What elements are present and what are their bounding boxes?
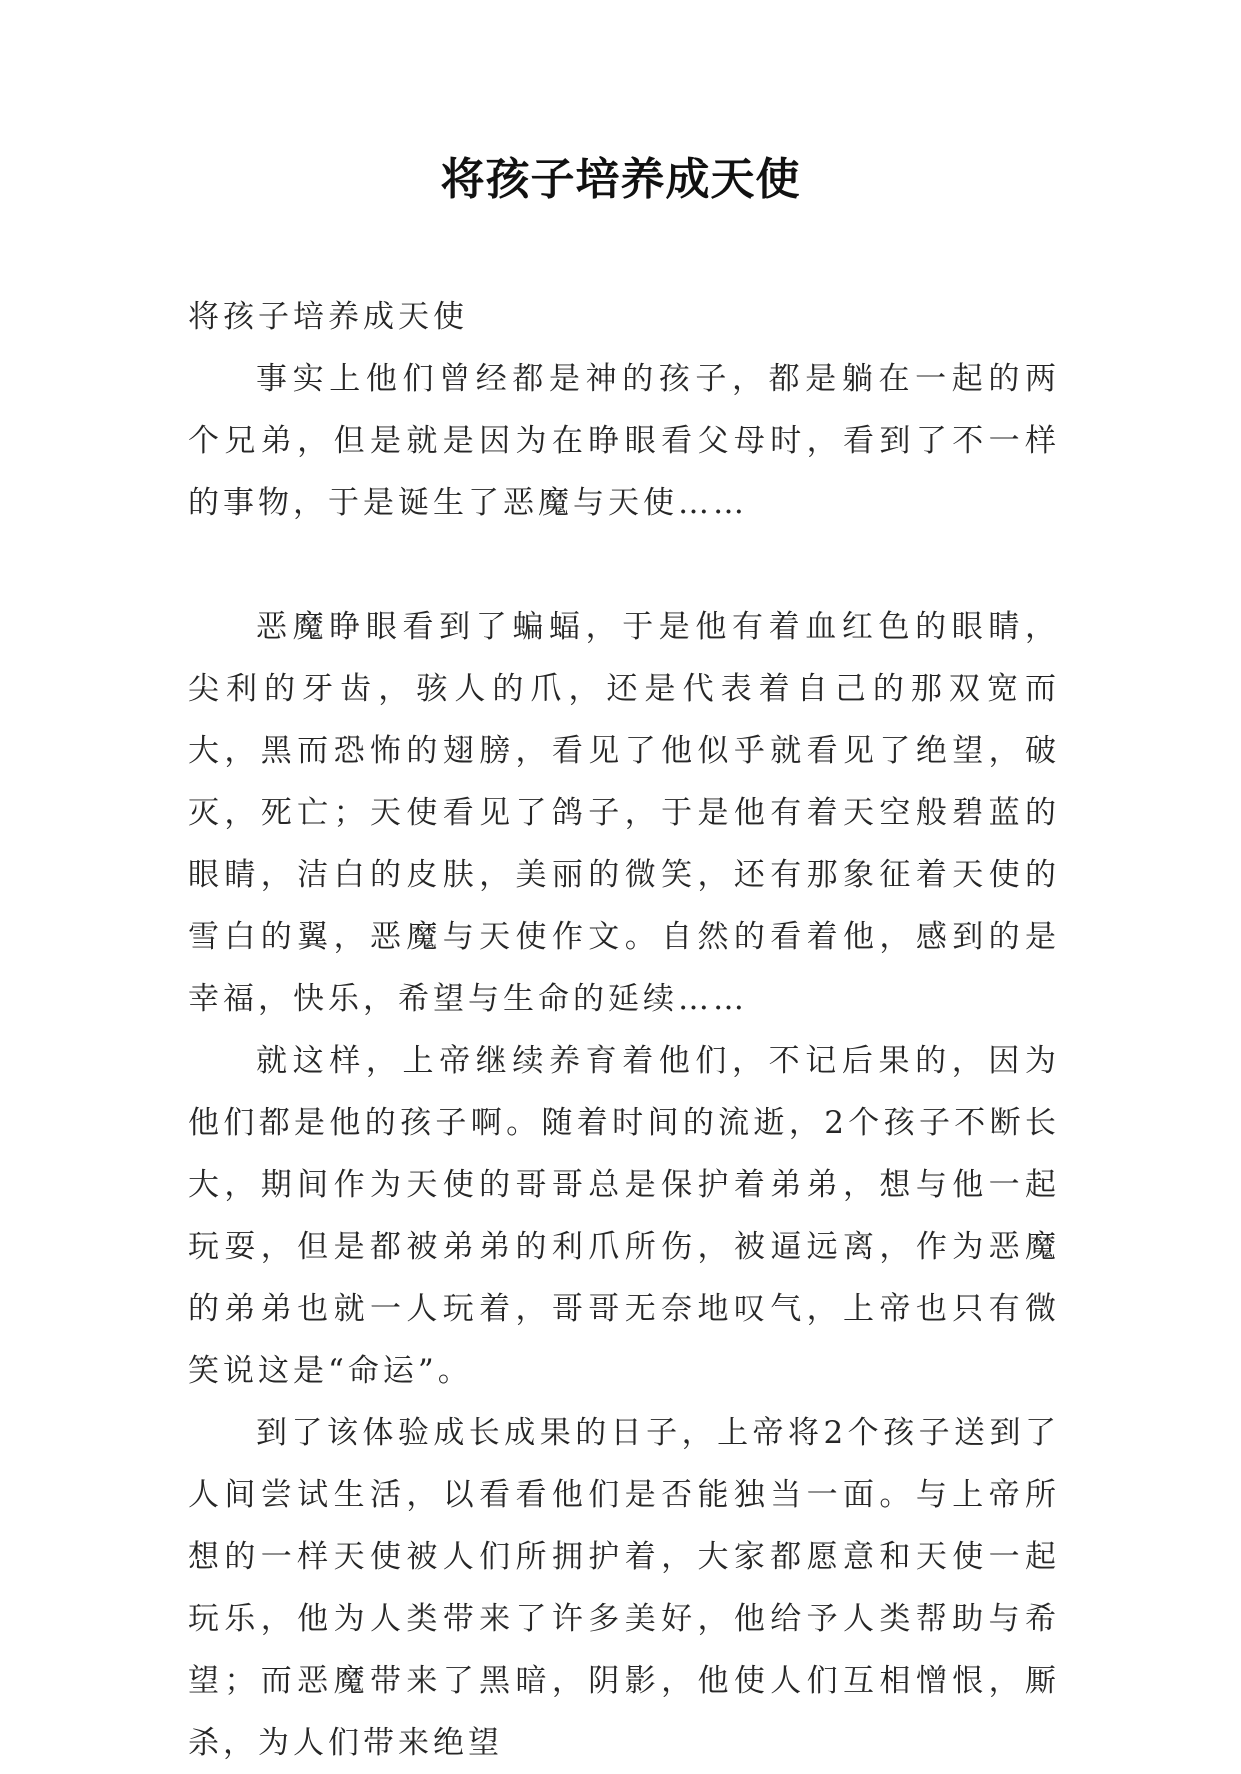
paragraph-1: 事实上他们曾经都是神的孩子，都是躺在一起的两个兄弟，但是就是因为在睁眼看父母时，看到了不一样的事物，于是诞生了恶魔与天使…… xyxy=(188,361,1060,521)
document-title: 将孩子培养成天使 xyxy=(440,154,801,205)
document-subtitle: 将孩子培养成天使 xyxy=(188,299,468,335)
paragraph-3: 就这样，上帝继续养育着他们，不记后果的，因为他们都是他的孩子啊。随着时间的流逝，2个孩子不断长大，期间作为天使的哥哥总是保护着弟弟，想与他一起玩耍，但是都被弟弟的利爪所伤，被逼远离，作为恶魔的弟弟也就一人玩着，哥哥无奈地叹气，上帝也只有微笑说这是“命运”。 xyxy=(188,1043,1060,1389)
document-body xyxy=(188,286,1060,1774)
paragraph-2: 恶魔睁眼看到了蝙蝠，于是他有着血红色的眼睛，尖利的牙齿，骇人的爪，还是代表着自己的那双宽而大，黑而恐怖的翅膀，看见了他似乎就看见了绝望，破灭，死亡；天使看见了鸽子，于是他有着天空般碧蓝的眼睛，洁白的皮肤，美丽的微笑，还有那象征着天使的雪白的翼，恶魔与天使作文。自然的看着他，感到的是幸福，快乐，希望与生命的延续…… xyxy=(188,609,1060,1017)
paragraph-4: 到了该体验成长成果的日子，上帝将2个孩子送到了人间尝试生活，以看看他们是否能独当一面。与上帝所想的一样天使被人们所拥护着，大家都愿意和天使一起玩乐，他为人类带来了许多美好，他给予人类帮助与希望；而恶魔带来了黑暗，阴影，他使人们互相憎恨，厮杀，为人们带来绝望 xyxy=(188,1415,1060,1761)
paragraph-gap xyxy=(188,534,1060,596)
